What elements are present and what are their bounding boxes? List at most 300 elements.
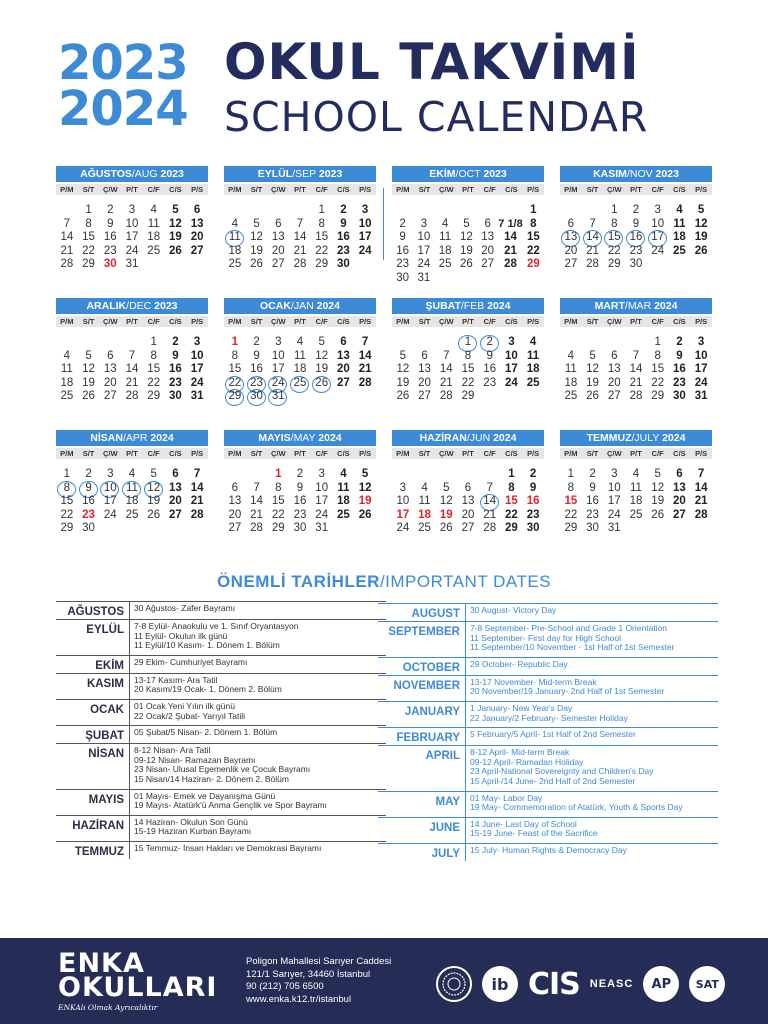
day-cell: 28 <box>190 508 204 521</box>
day-cell: 27 <box>271 258 285 270</box>
day-cell: 6 <box>107 349 114 362</box>
title-turkish: OKUL TAKVİMİ <box>224 33 640 91</box>
event-line: 14 June- Last Day of School <box>470 818 577 829</box>
day-cell: 12 <box>396 363 410 375</box>
day-cell: 10 <box>651 217 665 230</box>
date-row-events <box>466 604 556 621</box>
month-header <box>56 430 208 446</box>
month-jun <box>392 430 544 536</box>
day-cell: 21 <box>586 244 599 257</box>
day-cell: 12 <box>586 363 599 375</box>
weekday-label: Ç/W <box>270 317 286 326</box>
weekday-label: P/S <box>527 449 540 458</box>
day-cell: 22 <box>461 376 475 389</box>
day-cell: 21 <box>190 495 204 507</box>
day-cell: 9 <box>529 481 537 494</box>
weekday-label: C/S <box>169 449 182 458</box>
empty-cell <box>392 336 414 350</box>
day-cell: 14 <box>629 363 643 375</box>
weekday-label: C/S <box>337 317 350 326</box>
day-cell: 24 <box>125 244 139 257</box>
day-cell: 19 <box>439 508 453 521</box>
ib-badge-icon: ib <box>482 966 518 1002</box>
day-cell: 22 <box>505 508 518 521</box>
day-cell: 22 <box>60 508 74 521</box>
day-cell: 30 <box>246 390 268 404</box>
day-cell: 12 <box>459 231 473 243</box>
day-cell: 19 <box>358 495 372 507</box>
day-cell: 24 <box>505 376 518 389</box>
month-year: 2024 <box>493 432 517 444</box>
day-cell: 4 <box>340 468 347 480</box>
day-grid <box>560 204 712 272</box>
day-cell: 5 <box>172 204 179 216</box>
day-cell: 10 <box>271 349 285 362</box>
day-cell: 29 <box>147 390 161 402</box>
event-line: 7-8 September- Pre-School and Grade 1 Orientation <box>470 623 668 633</box>
day-cell: 20 <box>461 508 475 521</box>
day-cell: 21 <box>483 508 497 521</box>
day-cell: 31 <box>607 522 621 534</box>
event-line: 29 October- Republic Day <box>470 658 568 669</box>
day-cell: 13 <box>607 363 621 375</box>
important-dates-title <box>0 572 768 592</box>
day-cell: 27 <box>103 390 117 402</box>
day-cell: 26 <box>147 508 161 521</box>
weekday-label: P/S <box>527 317 540 326</box>
day-cell: 31 <box>315 522 329 534</box>
day-cell: 14 <box>190 481 204 494</box>
month-header <box>392 166 544 182</box>
day-cell: 14 <box>125 363 139 375</box>
event-line: 09-12 April- Ramadan Holiday <box>470 756 584 767</box>
day-cell: 23 <box>483 376 497 389</box>
day-cell: 9 <box>676 349 683 362</box>
day-cell: 9 <box>253 349 260 362</box>
weekday-label: P/T <box>126 449 138 458</box>
day-cell: 28 <box>504 258 517 270</box>
event-line: 11 September/10 November - 1st Half of 1st Semester <box>470 642 675 653</box>
month-header <box>392 298 544 314</box>
day-cell: 21 <box>293 244 307 257</box>
date-row <box>378 745 718 790</box>
weekday-label: S/T <box>82 317 95 326</box>
empty-cell <box>560 204 582 218</box>
month-header <box>56 298 208 314</box>
event-line: 20 November/19 January- 2nd Half of 1st Semester <box>470 686 665 697</box>
day-cell: 5 <box>150 468 157 480</box>
day-cell: 11 <box>147 217 160 230</box>
date-row-events <box>130 674 282 699</box>
empty-cell <box>246 468 268 482</box>
day-cell: 8 <box>85 217 92 230</box>
day-cell: 24 <box>607 508 621 521</box>
day-cell: 16 <box>82 495 95 507</box>
empty-cell <box>56 204 78 218</box>
day-cell: 5 <box>85 349 92 362</box>
day-cell: 27 <box>190 244 204 257</box>
day-cell: 1 <box>63 468 71 480</box>
event-line: 13-17 November- Mid-term Break <box>470 676 597 687</box>
weekday-label: P/M <box>396 317 410 326</box>
day-cell: 14 <box>504 231 517 243</box>
empty-cell <box>435 468 457 482</box>
day-cell: 27 <box>418 390 431 402</box>
day-grid <box>392 468 544 536</box>
date-row-events <box>130 700 245 725</box>
month-name-en: /MAY <box>290 432 316 444</box>
event-line: 22 Ocak/2 Şubat- Yarıyıl Tatili <box>134 710 246 721</box>
day-cell: 24 <box>103 508 117 521</box>
weekday-label: Ç/W <box>270 185 286 194</box>
weekday-row <box>560 184 712 195</box>
footer <box>0 938 768 1024</box>
day-cell: 4 <box>296 336 304 348</box>
day-cell: 26 <box>82 390 95 402</box>
day-cell: 16 <box>483 363 497 375</box>
day-cell: 30 <box>337 258 350 270</box>
event-line: 19 Mayıs- Atatürk'ü Anma Gençlik ve Spor Bayramı <box>134 800 327 811</box>
day-cell: 20 <box>564 244 578 257</box>
date-row <box>56 699 386 725</box>
weekday-row <box>392 184 544 195</box>
day-cell: 2 <box>529 468 537 480</box>
date-row <box>378 791 718 817</box>
event-line: 8-12 Nisan- Ara Tatil <box>134 745 211 756</box>
weekday-label: Ç/W <box>270 449 286 458</box>
day-cell: 6 <box>193 204 201 216</box>
weekday-label: C/F <box>147 185 160 194</box>
day-cell: 20 <box>103 376 117 389</box>
day-cell: 8 <box>275 481 282 494</box>
empty-cell <box>224 468 246 482</box>
website-link[interactable]: www.enka.k12.tr/istanbul <box>246 993 352 1005</box>
day-cell: 11 <box>294 349 306 362</box>
date-row-month: FEBRUARY <box>378 728 466 745</box>
day-cell: 12 <box>694 217 708 230</box>
event-line: 15 Temmuz- İnsan Hakları ve Demokrasi Bayramı <box>134 842 322 853</box>
day-cell: 27 <box>673 508 686 521</box>
date-row <box>378 727 718 745</box>
day-cell: 11 <box>121 482 143 496</box>
day-cell: 21 <box>439 376 453 389</box>
day-cell: 22 <box>147 376 161 389</box>
day-cell: 1 <box>150 336 157 348</box>
day-cell: 19 <box>82 376 95 389</box>
date-row-month: TEMMUZ <box>56 842 130 859</box>
event-line: 13-17 Kasım- Ara Tatil <box>134 674 218 685</box>
event-line: 30 Ağustos- Zafer Bayramı <box>134 603 236 613</box>
day-cell: 12 <box>143 482 165 496</box>
day-cell: 19 <box>651 495 665 507</box>
weekday-label: C/S <box>673 185 686 194</box>
day-cell: 5 <box>443 481 450 494</box>
day-cell: 4 <box>529 336 537 348</box>
month-sep <box>224 166 376 272</box>
weekday-label: P/M <box>564 449 578 458</box>
day-cell: 26 <box>169 244 182 257</box>
day-cell: 8 <box>567 481 575 494</box>
weekday-label: P/M <box>228 185 242 194</box>
day-cell: 11 <box>224 231 246 245</box>
empty-cell <box>435 204 456 218</box>
day-cell: 30 <box>293 522 307 534</box>
weekday-label: S/T <box>586 449 599 458</box>
empty-cell <box>603 336 625 350</box>
event-line: 23 Nisan- Ulusal Egemenlik ve Çocuk Bayramı <box>134 764 311 775</box>
date-row-events <box>466 728 636 745</box>
day-cell: 4 <box>150 204 157 216</box>
day-cell: 15 <box>315 231 329 243</box>
day-cell: 6 <box>484 217 491 230</box>
date-row-month: HAZİRAN <box>56 816 130 841</box>
empty-cell <box>267 204 289 218</box>
event-line: 22 January/2 February- Semester Holiday <box>470 712 628 723</box>
weekday-label: P/M <box>60 449 74 458</box>
month-july <box>560 430 712 536</box>
day-cell: 7 <box>193 468 201 480</box>
weekday-label: S/T <box>250 317 263 326</box>
day-cell: 5 <box>697 204 705 216</box>
month-name-tr: NİSAN <box>90 432 123 444</box>
weekday-row <box>224 448 376 459</box>
day-cell: 24 <box>267 377 289 391</box>
date-row <box>378 701 718 727</box>
weekday-label: Ç/W <box>438 317 454 326</box>
date-row <box>378 621 718 657</box>
day-cell: 4 <box>128 468 136 480</box>
weekday-label: C/S <box>673 317 686 326</box>
event-line: 5 February/5 April- 1st Half of 2nd Semester <box>470 729 636 740</box>
month-header <box>560 298 712 314</box>
day-cell: 30 <box>82 522 95 534</box>
day-cell: 16 <box>526 495 540 507</box>
title-english: SCHOOL CALENDAR <box>224 93 649 141</box>
day-cell: 25 <box>125 508 139 521</box>
day-cell: 21 <box>125 376 139 389</box>
day-cell: 17 <box>125 231 139 243</box>
date-row-events <box>466 792 683 817</box>
important-dates-english <box>378 603 718 861</box>
event-line: 05 Şubat/5 Nisan- 2. Dönem 1. Bölüm <box>134 727 278 738</box>
day-cell: 30 <box>673 390 686 402</box>
day-cell: 17 <box>103 495 117 507</box>
month-year: 2024 <box>150 432 174 444</box>
weekday-row <box>224 184 376 195</box>
empty-cell <box>392 468 414 482</box>
day-cell: 7 <box>632 349 640 362</box>
day-cell: 10 <box>99 482 121 496</box>
date-row-month: OCAK <box>56 700 130 725</box>
day-cell: 20 <box>418 376 431 389</box>
month-year: 2024 <box>654 300 678 312</box>
day-cell: 25 <box>289 377 311 391</box>
day-cell: 3 <box>107 468 114 480</box>
day-cell: 26 <box>439 522 453 534</box>
weekday-label: S/T <box>250 185 263 194</box>
day-cell: 16 <box>293 495 307 507</box>
day-cell: 1 <box>530 204 537 216</box>
day-cell: 6 <box>340 336 347 348</box>
weekday-label: P/T <box>630 185 642 194</box>
month-year: 2023 <box>318 168 343 180</box>
day-cell: 18 <box>228 244 242 257</box>
date-row <box>56 673 386 699</box>
day-cell: 23 <box>293 508 307 521</box>
day-cell: 14 <box>439 363 453 375</box>
important-dates-title-rest: /IMPORTANT DATES <box>379 572 552 591</box>
day-cell: 27 <box>337 376 350 389</box>
day-cell: 7 <box>253 481 260 494</box>
day-grid <box>224 204 376 272</box>
day-cell: 16 <box>337 231 350 243</box>
day-cell: 11 <box>630 481 642 494</box>
day-cell: 4 <box>676 204 683 216</box>
day-cell: 24 <box>315 508 329 521</box>
day-cell: 12 <box>250 231 263 243</box>
day-cell: 23 <box>629 244 643 257</box>
day-cell: 23 <box>673 376 686 389</box>
day-cell: 19 <box>586 376 599 389</box>
day-cell: 5 <box>463 217 470 230</box>
day-cell: 6 <box>611 349 618 362</box>
month-year: 2024 <box>316 300 340 312</box>
day-cell: 28 <box>629 390 643 402</box>
date-row-events <box>466 844 627 861</box>
month-year: 2024 <box>487 300 511 312</box>
day-cell: 17 <box>647 231 669 245</box>
day-cell: 29 <box>271 522 285 534</box>
day-cell: 20 <box>228 508 242 521</box>
day-cell: 22 <box>607 244 621 257</box>
date-row-month: ŞUBAT <box>56 726 130 743</box>
month-nov <box>560 166 712 272</box>
day-cell: 22 <box>564 508 578 521</box>
day-grid <box>56 336 208 404</box>
day-cell: 6 <box>275 217 282 230</box>
day-cell: 15 <box>564 495 578 507</box>
weekday-label: P/S <box>191 449 204 458</box>
day-cell: 26 <box>459 258 473 270</box>
day-cell: 11 <box>673 217 686 230</box>
date-row-month: MAY <box>378 792 466 817</box>
month-dec <box>56 298 208 404</box>
day-cell: 14 <box>250 495 263 507</box>
day-cell: 9 <box>340 217 347 230</box>
divider-line <box>383 188 384 260</box>
day-cell: 10 <box>694 349 708 362</box>
empty-cell <box>582 336 604 350</box>
cis-badge-icon: CIS <box>528 966 580 1002</box>
day-cell: 31 <box>190 390 204 402</box>
weekday-row <box>560 316 712 327</box>
day-cell: 19 <box>396 376 410 389</box>
day-cell: 15 <box>603 231 625 245</box>
month-header <box>392 430 544 446</box>
day-cell: 13 <box>103 363 117 375</box>
weekday-label: P/S <box>359 185 372 194</box>
date-row-month: AĞUSTOS <box>56 602 130 619</box>
day-cell: 3 <box>697 336 705 348</box>
day-cell: 29 <box>224 390 246 404</box>
day-cell: 9 <box>296 481 304 494</box>
day-cell: 27 <box>481 258 495 270</box>
day-cell: 10 <box>315 481 329 494</box>
day-cell: 2 <box>107 204 114 216</box>
weekday-label: P/T <box>630 449 642 458</box>
day-cell: 10 <box>125 217 139 230</box>
day-cell: 2 <box>676 336 683 348</box>
empty-cell <box>246 204 268 218</box>
enka-logo[interactable] <box>58 948 218 1014</box>
event-line: 11 September- First day for High School <box>470 632 622 643</box>
day-cell: 12 <box>439 495 453 507</box>
date-row-month: KASIM <box>56 674 130 699</box>
event-line: 29 Ekim- Cumhuriyet Bayramı <box>134 656 248 667</box>
day-cell: 6 <box>231 481 239 494</box>
day-cell: 20 <box>481 244 495 257</box>
day-cell: 13 <box>560 231 582 245</box>
day-cell: 29 <box>60 522 74 534</box>
month-name-en: /SEP <box>292 168 316 180</box>
weekday-label: C/F <box>147 449 160 458</box>
day-cell: 9 <box>399 231 406 243</box>
day-cell: 15 <box>461 363 475 375</box>
day-cell: 9 <box>632 217 640 230</box>
date-row-events <box>466 622 674 657</box>
day-cell: 18 <box>673 231 686 243</box>
day-cell: 1 <box>457 336 479 350</box>
month-name-tr: MART <box>594 300 625 312</box>
day-cell: 27 <box>169 508 182 521</box>
weekday-label: C/S <box>337 449 350 458</box>
day-cell: 28 <box>439 390 453 402</box>
event-line: 15 July- Human Rights & Democracy Day <box>470 844 627 855</box>
day-cell: 25 <box>526 376 540 389</box>
month-header <box>56 166 208 182</box>
day-cell: 15 <box>505 495 518 507</box>
empty-cell <box>414 336 436 350</box>
day-cell: 5 <box>361 468 369 480</box>
month-name-tr: AĞUSTOS <box>80 168 132 180</box>
sat-badge-icon: SAT <box>689 966 725 1002</box>
day-cell: 26 <box>694 244 708 257</box>
logo-line1: ENKA <box>58 948 145 979</box>
day-cell: 29 <box>461 390 475 402</box>
day-cell: 7 <box>361 336 369 348</box>
month-name-en: /JULY <box>631 432 660 444</box>
day-cell: 13 <box>337 349 350 362</box>
date-row <box>378 675 718 701</box>
weekday-label: P/T <box>630 317 642 326</box>
day-cell: 3 <box>399 481 407 494</box>
day-cell: 31 <box>267 390 289 404</box>
day-cell: 23 <box>103 244 117 257</box>
weekday-label: C/F <box>315 317 328 326</box>
year-start: 2023 <box>58 35 188 91</box>
date-row <box>56 743 386 788</box>
weekday-label: C/F <box>651 185 664 194</box>
day-cell: 19 <box>250 244 263 257</box>
day-cell: 7 <box>128 349 136 362</box>
event-line: 01 Mayıs- Emek ve Dayanışma Günü <box>134 790 276 801</box>
day-cell: 23 <box>396 258 410 270</box>
day-cell: 17 <box>417 244 431 257</box>
day-cell: 31 <box>694 390 708 402</box>
weekday-row <box>56 316 208 327</box>
day-cell: 5 <box>654 468 661 480</box>
weekday-label: C/S <box>337 185 350 194</box>
